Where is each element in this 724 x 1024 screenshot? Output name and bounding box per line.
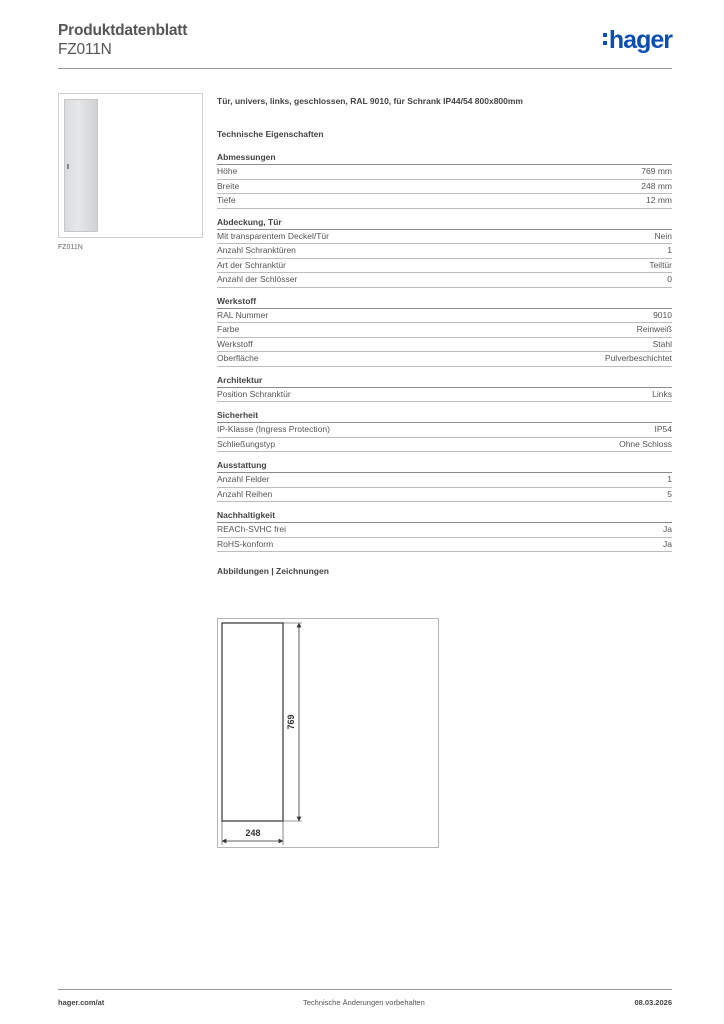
property-row	[217, 259, 672, 274]
property-label: Position Schranktür	[217, 388, 291, 399]
product-code: FZ011N	[58, 41, 112, 58]
footer-notice: Technische Änderungen vorbehalten	[303, 998, 425, 1007]
hager-logo	[603, 26, 672, 55]
property-value: Links	[652, 388, 672, 399]
property-row	[217, 438, 672, 453]
property-label: RAL Nummer	[217, 309, 269, 320]
section-4	[217, 409, 672, 452]
property-value: Teiltür	[649, 259, 672, 270]
product-image-caption: FZ011N	[58, 244, 83, 251]
header-divider	[58, 68, 672, 69]
product-image	[58, 93, 203, 238]
figures-heading: Abbildungen | Zeichnungen	[217, 566, 329, 576]
property-row	[217, 165, 672, 180]
section-6	[217, 509, 672, 552]
product-description: Tür, univers, links, geschlossen, RAL 9010, für Schrank IP44/54 800x800mm	[217, 96, 523, 106]
section-title: Abmessungen	[217, 151, 672, 165]
property-label: Farbe	[217, 324, 240, 334]
property-row	[217, 323, 672, 338]
property-label: Anzahl Felder	[217, 474, 270, 484]
property-row	[217, 352, 672, 367]
footer-website-link[interactable]: hager.com/at	[58, 998, 105, 1007]
section-0	[217, 151, 672, 209]
property-row	[217, 473, 672, 488]
width-label: 248	[245, 828, 261, 838]
property-value: 1	[667, 245, 672, 255]
door-handle-mark	[67, 164, 69, 169]
property-label: Anzahl der Schlösser	[217, 274, 298, 284]
property-value: 12 mm	[646, 195, 672, 205]
property-label: Anzahl Reihen	[217, 488, 273, 499]
section-title: Sicherheit	[217, 409, 672, 423]
section-5	[217, 459, 672, 502]
height-label: 769	[286, 714, 296, 730]
section-title: Abdeckung, Tür	[217, 216, 672, 230]
section-title: Werkstoff	[217, 295, 672, 309]
property-label: Oberfläche	[217, 353, 259, 363]
property-value: Nein	[654, 230, 672, 241]
logo-dots-icon	[603, 41, 607, 45]
property-label: Breite	[217, 180, 240, 191]
properties-sections	[217, 151, 672, 552]
property-row	[217, 423, 672, 438]
property-label: Tiefe	[217, 195, 236, 205]
property-row	[217, 273, 672, 288]
property-label: Art der Schranktür	[217, 259, 286, 270]
document-title: Produktdatenblatt	[58, 22, 188, 39]
property-label: Höhe	[217, 166, 238, 176]
product-details	[217, 96, 672, 580]
property-row	[217, 180, 672, 195]
property-row	[217, 194, 672, 209]
property-row	[217, 309, 672, 324]
property-label: RoHS-konform	[217, 538, 274, 549]
logo-text: hager	[608, 26, 672, 54]
property-row	[217, 538, 672, 553]
property-row	[217, 230, 672, 245]
property-value: IP54	[654, 424, 672, 434]
property-label: IP-Klasse (Ingress Protection)	[217, 424, 330, 434]
property-value: Pulverbeschichtet	[604, 353, 672, 363]
section-title: Architektur	[217, 374, 672, 388]
property-value: 248 mm	[641, 180, 672, 191]
section-1	[217, 216, 672, 288]
property-row	[217, 388, 672, 403]
property-label: Werkstoff	[217, 338, 253, 349]
property-value: 0	[667, 274, 672, 284]
property-value: Ja	[663, 524, 672, 534]
property-label: Schließungstyp	[217, 438, 276, 449]
dimension-drawing	[217, 618, 439, 848]
property-label: Anzahl Schranktüren	[217, 245, 296, 255]
property-row	[217, 244, 672, 259]
property-value: Ja	[663, 538, 672, 549]
property-value: Reinweiß	[636, 324, 672, 334]
section-title: Nachhaltigkeit	[217, 509, 672, 523]
property-row	[217, 488, 672, 503]
property-label: REACh-SVHC frei	[217, 524, 286, 534]
section-title: Ausstattung	[217, 459, 672, 473]
property-value: 5	[667, 488, 672, 499]
section-3	[217, 374, 672, 403]
property-value: 9010	[653, 309, 672, 320]
door-outline	[222, 623, 283, 821]
property-row	[217, 523, 672, 538]
property-label: Mit transparentem Deckel/Tür	[217, 230, 329, 241]
dimension-drawing-svg	[218, 619, 440, 849]
footer-date: 08.03.2026	[634, 998, 672, 1007]
section-2	[217, 295, 672, 367]
door-image	[64, 99, 98, 232]
property-value: 1	[667, 474, 672, 484]
property-value: Ohne Schloss	[619, 438, 672, 449]
property-value: Stahl	[652, 338, 672, 349]
page-header	[58, 22, 672, 70]
technical-properties-heading: Technische Eigenschaften	[217, 129, 324, 139]
footer-divider	[58, 989, 672, 990]
property-row	[217, 338, 672, 353]
property-value: 769 mm	[641, 166, 672, 176]
